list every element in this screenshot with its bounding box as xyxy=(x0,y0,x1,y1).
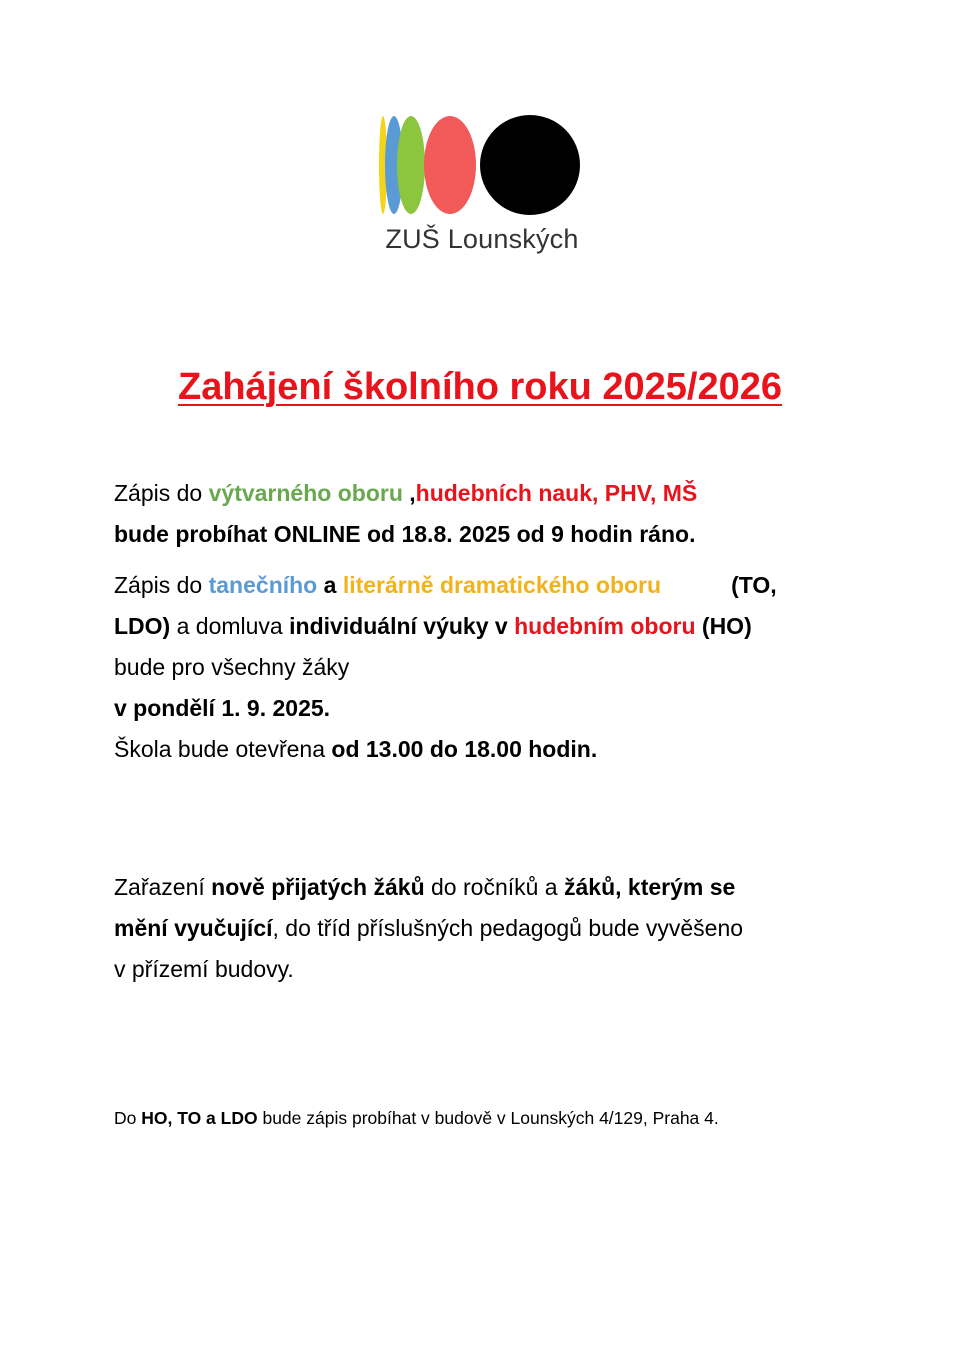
school-logo xyxy=(372,110,592,260)
paragraph-online-enrollment: Zápis do výtvarného oboru ,hudebních nauk, PHV, MŠ bude probíhat ONLINE od 18.8. 2025 od 9 hodin ráno. xyxy=(114,480,698,547)
music-theory-text: hudebních nauk, PHV, MŠ xyxy=(415,480,698,506)
enrollment-date: v pondělí 1. 9. 2025. xyxy=(114,695,331,721)
paragraph-in-person-enrollment: Zápis do tanečního a literárně dramatického oboru (TO, LDO) a domluva individuální výuky v hudebním oboru (HO) bude pro všechny žáky v pondělí 1. 9. 2025. Škola bude otevřena od 13.00 do 18.00 hodin. xyxy=(114,565,854,770)
art-field-text: výtvarného oboru xyxy=(208,480,403,506)
page-title: Zahájení školního roku 2025/2026 xyxy=(177,366,783,408)
logo-text: ZUŠ Lounských xyxy=(385,224,579,254)
dance-field-text: tanečního xyxy=(208,572,318,598)
logo-green-ellipse xyxy=(397,116,425,214)
drama-field-text: literárně dramatického oboru xyxy=(342,572,662,598)
opening-hours: od 13.00 do 18.00 hodin. xyxy=(331,736,598,762)
footer-note: Do HO, TO a LDO bude zápis probíhat v budově v Lounských 4/129, Praha 4. xyxy=(114,1108,719,1128)
paragraph-class-assignment: Zařazení nově přijatých žáků do ročníků a žáků, kterým se mění vyučující, do tříd příslušných pedagogů bude vyvěšeno v přízemí budovy. xyxy=(114,874,744,982)
logo-mark xyxy=(372,110,592,220)
logo-black-circle xyxy=(480,115,580,215)
music-field-text: hudebním oboru xyxy=(514,613,696,639)
logo-red-ellipse xyxy=(424,116,476,214)
